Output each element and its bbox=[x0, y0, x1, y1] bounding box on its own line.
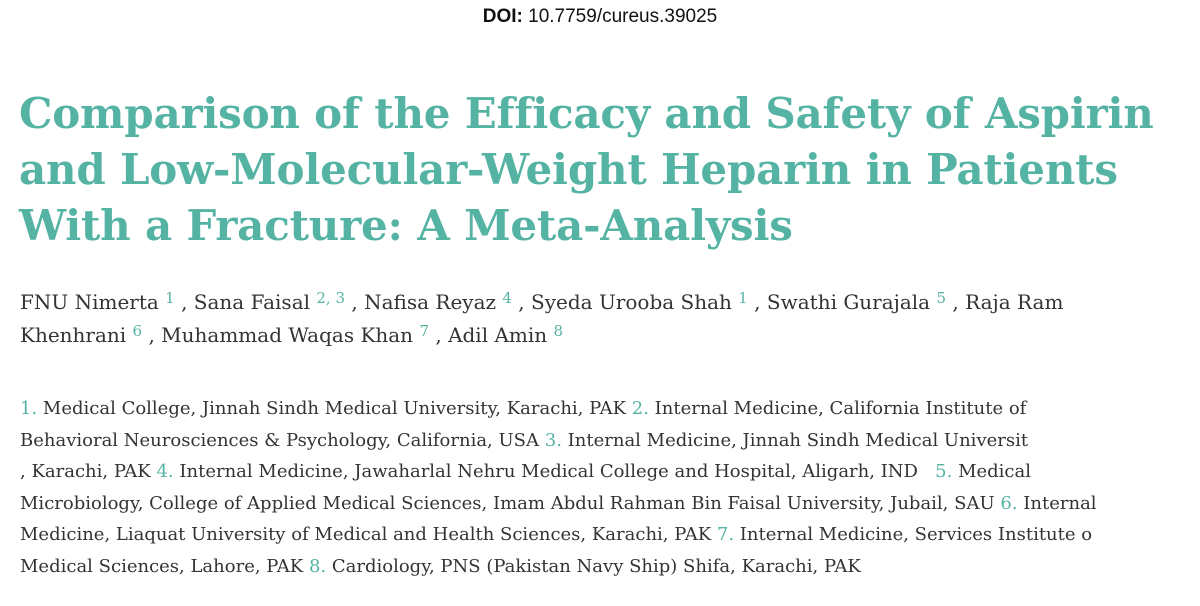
affiliation-number: 2. bbox=[631, 398, 649, 419]
affiliation-number: 1. bbox=[20, 398, 38, 419]
doi-label: DOI: bbox=[482, 6, 523, 27]
author-name: FNU Nimerta bbox=[20, 290, 166, 314]
affiliation-line bbox=[20, 393, 1190, 425]
author-line: Khenhrani $^6$ , Muhammad Waqas Khan $^7$ , Adil Amin $^8$ bbox=[20, 322, 564, 347]
affiliation-text-part: Internal Medicine, Services Institute o bbox=[734, 524, 1093, 545]
affiliation-text: Internal Medicine, Jawaharlal Nehru Medical College and Hospital, Aligarh, IND bbox=[173, 461, 918, 482]
author-affiliation-ref: 6 bbox=[132, 322, 143, 340]
affiliation-text-part: , Karachi, PAK bbox=[20, 461, 151, 482]
affiliation-text: Medical College, Jinnah Sindh Medical University, Karachi, PAK bbox=[37, 398, 627, 419]
affiliation-text-part: Behavioral Neurosciences & Psychology, California, USA bbox=[20, 429, 540, 451]
author-name: Muhammad Waqas Khan bbox=[161, 323, 420, 347]
paper-title bbox=[19, 86, 1189, 254]
affiliation-text-part: Internal Medicine, California Institute of bbox=[648, 398, 1027, 419]
author-name: Syeda Urooba Shah bbox=[531, 290, 739, 314]
affiliation-number: 4. bbox=[156, 461, 174, 482]
author-name-part: Khenhrani bbox=[20, 323, 133, 347]
affiliation-text-part: Medical bbox=[952, 461, 1031, 482]
affiliation-text-part: Internal Medicine, Jinnah Sindh Medical Universit bbox=[561, 429, 1029, 451]
affiliation-line bbox=[20, 425, 1190, 457]
doi-value: 10.7759/cureus.39025 bbox=[522, 6, 718, 27]
author-list bbox=[20, 286, 1190, 352]
author-affiliation-ref: 1 bbox=[165, 289, 175, 307]
title-line: With a Fracture: A Meta-Analysis bbox=[19, 201, 793, 250]
affiliation-line bbox=[20, 519, 1190, 551]
affiliation-text: Cardiology, PNS (Pakistan Navy Ship) Shifa, Karachi, PAK bbox=[326, 555, 861, 577]
affiliation-line bbox=[20, 551, 1190, 583]
author-line: FNU Nimerta $^1$ , Sana Faisal $^{2, 3}$ , Nafisa Reyaz $^4$ , Syeda Urooba Shah $^1$ , Swathi Gurajala $^5$ , Raja Ram bbox=[20, 289, 1064, 314]
affiliation-text-part: Internal bbox=[1017, 492, 1097, 514]
author-affiliation-ref: 2, 3 bbox=[316, 289, 345, 307]
author-affiliation-ref: 4 bbox=[502, 289, 512, 307]
affiliation-number: 8. bbox=[308, 555, 327, 577]
affiliation-text-part: Medical Sciences, Lahore, PAK bbox=[20, 555, 304, 577]
affiliation-number: 7. bbox=[716, 524, 735, 545]
affiliation-text-part: Microbiology, College of Applied Medical Sciences, Imam Abdul Rahman Bin Faisal University, Jubail, SAU bbox=[20, 492, 995, 514]
affiliation-text-part: Medicine, Liaquat University of Medical and Health Sciences, Karachi, PAK bbox=[20, 524, 712, 545]
affiliation-number: 6. bbox=[1000, 492, 1018, 514]
affiliation-line bbox=[20, 456, 1190, 488]
affiliation-line bbox=[20, 488, 1190, 520]
author-name: Adil Amin bbox=[448, 323, 554, 347]
doi bbox=[0, 6, 1200, 28]
author-name: Swathi Gurajala bbox=[766, 290, 937, 314]
author-name: Sana Faisal bbox=[193, 290, 317, 314]
author-name: Nafisa Reyaz bbox=[364, 290, 503, 314]
author-affiliation-ref: 5 bbox=[936, 289, 947, 307]
title-line: Comparison of the Efficacy and Safety of Aspirin bbox=[19, 89, 1154, 138]
author-affiliation-ref: 8 bbox=[553, 322, 564, 340]
affiliation-list bbox=[20, 393, 1190, 582]
author-affiliation-ref: 7 bbox=[419, 322, 429, 340]
affiliation-number: 5. bbox=[935, 461, 953, 482]
author-name-part: Raja Ram bbox=[965, 290, 1064, 314]
author-affiliation-ref: 1 bbox=[738, 289, 748, 307]
title-line: and Low-Molecular-Weight Heparin in Patients bbox=[19, 145, 1118, 194]
affiliation-number: 3. bbox=[544, 429, 562, 451]
